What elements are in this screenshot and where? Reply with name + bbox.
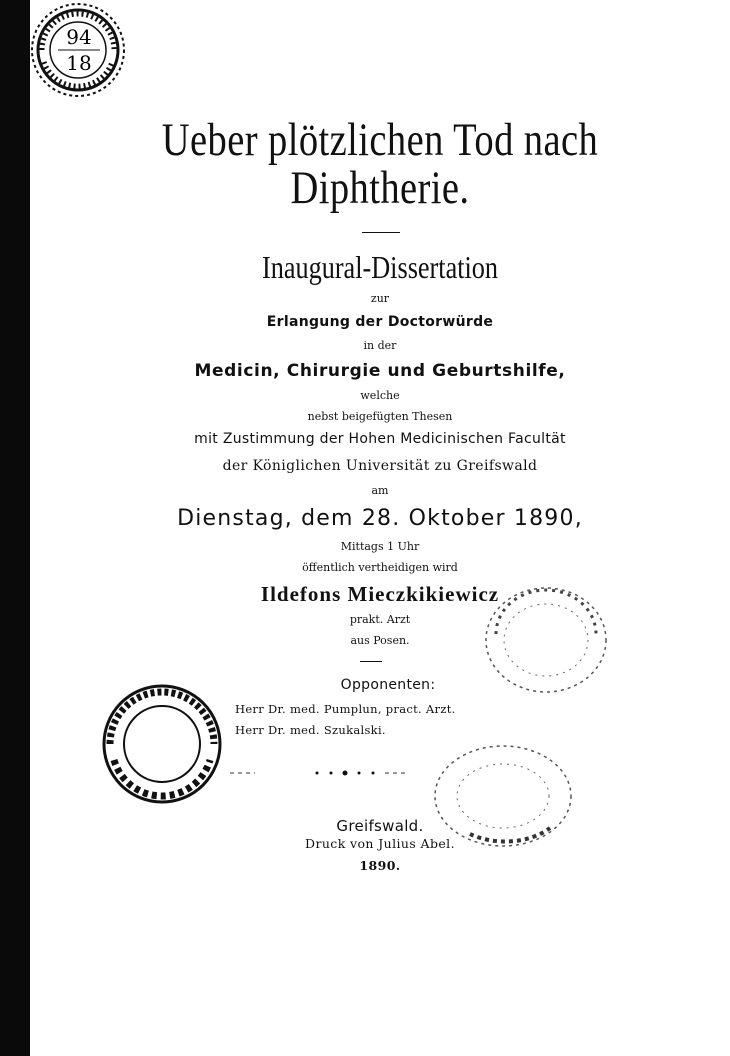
library-stamp-bottom [430,742,576,850]
divider [362,232,400,233]
text-in-der: in der [363,339,397,352]
text-prakt: prakt. Arzt [349,613,411,626]
title-page [30,0,730,1056]
text-zustimmung: mit Zustimmung der Hohen Medicinischen Facultät [194,431,566,447]
text-erlangung: Erlangung der Doctorwürde [266,314,494,330]
year: 1890. [359,858,401,873]
divider-2 [360,661,382,662]
text-welche: welche [360,389,400,402]
text-am: am [371,484,389,497]
text-oeffentlich: öffentlich vertheidigen wird [302,561,458,574]
text-aus: aus Posen. [350,634,410,647]
defense-date: Dienstag, dem 28. Oktober 1890, [177,506,583,531]
academy-donation-stamp [100,682,224,806]
ornamental-rule [225,766,415,780]
opponent-2: Herr Dr. med. Szukalski. [235,723,386,737]
text-faculties: Medicin, Chirurgie und Geburtshilfe, [194,361,566,381]
text-universitaet: der Königlichen Universität zu Greifswald [222,458,538,474]
place: Greifswald. [336,817,424,835]
subtitle: Inaugural-Dissertation [261,249,499,285]
opponent-1: Herr Dr. med. Pumplun, pract. Arzt. [235,702,456,716]
stamp-number-bottom: 18 [66,51,92,75]
stamp-number-top: 94 [66,25,92,49]
text-zur: zur [370,292,390,305]
scan-dark-edge [0,0,30,1056]
library-stamp-right [482,584,610,696]
text-mittags: Mittags 1 Uhr [340,540,420,553]
title-line-2: Diphtherie. [290,162,470,214]
text-nebst: nebst beigefügten Thesen [307,410,453,423]
opponents-label: Opponenten: [340,677,436,693]
title-line-1: Ueber plötzlichen Tod nach [161,114,599,166]
author-name: Ildefons Mieczkikiewicz [260,582,500,606]
printer: Druck von Julius Abel. [305,836,455,851]
